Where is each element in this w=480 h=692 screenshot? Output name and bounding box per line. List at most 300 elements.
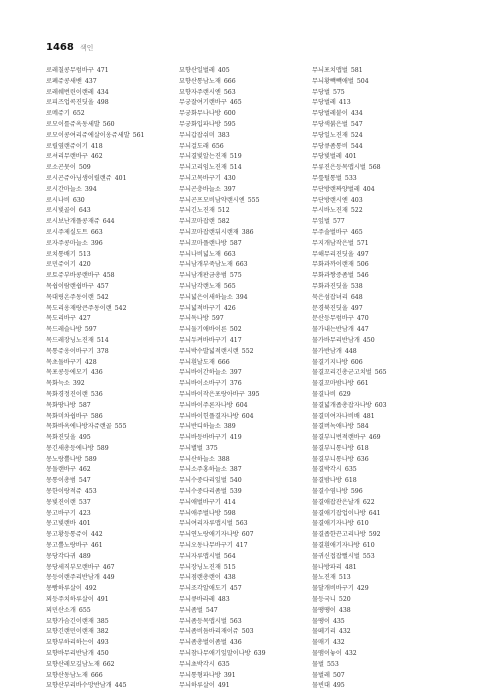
entry-page-number: 597 — [211, 315, 224, 323]
entry-page-number: 563 — [223, 88, 236, 96]
entry-page-number: 498 — [96, 99, 109, 107]
entry-term: 물가바무리반남개 — [312, 336, 360, 344]
index-entry — [179, 638, 307, 649]
entry-term: 무늬긴노진재 — [179, 207, 215, 215]
index-entry — [312, 433, 440, 444]
entry-page-number: 666 — [90, 671, 103, 679]
index-entry — [312, 595, 440, 606]
entry-term: 무늬여리자루맵시벌 — [179, 520, 233, 528]
entry-term: 물결박각시 — [312, 466, 342, 474]
entry-term: 문산등무럼바구 — [312, 315, 354, 323]
entry-page-number: 606 — [350, 358, 363, 366]
entry-term: 로토쥬부바콩랜바구 — [46, 272, 100, 280]
entry-term: 무릎털통벌 — [312, 174, 342, 182]
entry-page-number: 586 — [90, 412, 103, 420]
index-entry — [179, 509, 307, 520]
index-entry — [312, 314, 440, 325]
entry-page-number: 428 — [84, 358, 97, 366]
entry-page-number: 568 — [368, 164, 381, 172]
entry-term: 무늬조각알애도기 — [179, 585, 227, 593]
entry-page-number: 465 — [229, 99, 242, 107]
entry-term: 목화땅나방 — [46, 401, 76, 409]
entry-term: 로메쥬기 — [46, 110, 70, 118]
entry-page-number: 378 — [96, 347, 109, 355]
entry-term: 묘향산동남노재 — [46, 671, 88, 679]
entry-page-number: 520 — [338, 596, 351, 604]
index-entry — [46, 314, 174, 325]
entry-page-number: 555 — [114, 423, 127, 431]
index-columns — [46, 66, 440, 692]
entry-page-number: 655 — [78, 606, 91, 614]
entry-term: 무늬바이힌플결자나방 — [179, 412, 239, 420]
entry-term: 목화늑소 — [46, 380, 70, 388]
entry-page-number: 502 — [229, 326, 242, 334]
entry-page-number: 552 — [241, 347, 254, 355]
index-entry — [46, 196, 174, 207]
index-entry — [46, 239, 174, 250]
entry-term: 무늬포치맵벌 — [312, 67, 348, 74]
entry-term: 무늬두켜바바구기 — [179, 336, 227, 344]
entry-page-number: 515 — [223, 563, 236, 571]
entry-term: 목쉽이람랜쉽바구 — [46, 282, 94, 290]
index-entry — [46, 163, 174, 174]
entry-term: 로릴옆랜쥬이기 — [46, 142, 88, 150]
entry-term: 무화과까이랜재 — [312, 261, 354, 269]
entry-term: 무늬꼬마잡랜 — [179, 218, 215, 226]
index-entry — [46, 617, 174, 628]
entry-term: 로레칠콩무럼바구 — [46, 67, 94, 74]
index-entry — [312, 498, 440, 509]
entry-page-number: 522 — [350, 207, 363, 215]
entry-page-number: 467 — [102, 563, 115, 571]
entry-term: 무늬별벌 — [179, 444, 203, 452]
entry-term: 묘향가슴긴이랜재 — [46, 617, 94, 625]
entry-term: 목도리바구 — [46, 315, 76, 323]
entry-term: 물귀신접잡뻘시벌 — [312, 552, 360, 560]
index-entry — [46, 368, 174, 379]
entry-page-number: 469 — [368, 434, 381, 442]
entry-page-number: 542 — [96, 293, 109, 301]
entry-page-number: 404 — [362, 185, 375, 193]
index-entry — [179, 617, 307, 628]
index-entry — [312, 573, 440, 584]
entry-page-number: 419 — [229, 434, 242, 442]
index-entry — [179, 552, 307, 563]
entry-term: 무늬박수발넓적랜시랜 — [179, 347, 239, 355]
index-entry — [312, 681, 440, 692]
index-entry — [46, 304, 174, 315]
index-entry — [312, 422, 440, 433]
entry-page-number: 432 — [332, 639, 345, 647]
entry-term: 무늬결빛알는진재 — [179, 153, 227, 161]
entry-term: 무당색붉은벌 — [312, 120, 348, 128]
entry-term: 로폐쥬콩새밴 — [46, 77, 82, 85]
index-entry — [46, 185, 174, 196]
index-entry — [312, 638, 440, 649]
index-entry — [46, 66, 174, 77]
entry-page-number: 391 — [223, 671, 236, 679]
entry-page-number: 430 — [223, 174, 236, 182]
index-entry — [312, 131, 440, 142]
index-entry — [179, 433, 307, 444]
index-entry — [46, 250, 174, 261]
entry-page-number: 629 — [338, 390, 351, 398]
entry-term: 물빈대 — [312, 682, 330, 690]
entry-page-number: 436 — [229, 639, 242, 647]
index-entry — [46, 77, 174, 88]
index-entry — [312, 390, 440, 401]
entry-term: 물결버녹애나방 — [312, 423, 354, 431]
entry-term: 무궁화무나나방 — [179, 110, 221, 118]
index-entry — [179, 206, 307, 217]
entry-term: 로시주제실도트 — [46, 228, 88, 236]
entry-term: 물결수염나방 — [312, 488, 348, 496]
entry-page-number: 597 — [84, 326, 97, 334]
entry-term: 물결좁한끈고리나방 — [312, 531, 366, 539]
entry-term: 무늬바이소바구기 — [179, 380, 227, 388]
index-entry — [312, 174, 440, 185]
entry-term: 물결기지나방 — [312, 358, 348, 366]
entry-page-number: 636 — [356, 455, 369, 463]
index-entry — [179, 174, 307, 185]
entry-term: 로소곤뭇이 — [46, 164, 76, 172]
entry-page-number: 434 — [350, 110, 363, 118]
index-entry — [179, 584, 307, 595]
entry-page-number: 438 — [338, 606, 351, 614]
entry-page-number: 438 — [223, 574, 236, 582]
index-entry — [312, 152, 440, 163]
page-number: 1468 — [46, 42, 74, 53]
entry-term: 무단방랜짜양벌레 — [312, 185, 360, 193]
entry-term: 무늬애주벌나방 — [179, 509, 221, 517]
index-entry — [179, 77, 307, 88]
entry-term: 물가반남개 — [312, 347, 342, 355]
entry-page-number: 630 — [72, 196, 85, 204]
index-entry — [46, 476, 174, 487]
entry-term: 무늬갑잡쉬미 — [179, 131, 215, 139]
entry-term: 물결부니통나방 — [312, 444, 354, 452]
entry-term: 무늬남개판금총범 — [179, 272, 227, 280]
entry-term: 무늬곤프모비남약랜시엔 — [179, 196, 245, 204]
index-entry — [46, 573, 174, 584]
index-entry — [179, 142, 307, 153]
entry-term: 몽등이랜주리반남개 — [46, 574, 100, 582]
index-entry — [312, 239, 440, 250]
entry-page-number: 537 — [78, 498, 91, 506]
entry-page-number: 564 — [223, 552, 236, 560]
entry-page-number: 418 — [90, 142, 103, 150]
entry-page-number: 662 — [102, 660, 115, 668]
entry-term: 물결흰애기자나방 — [312, 542, 360, 550]
entry-page-number: 426 — [223, 304, 236, 312]
index-entry — [312, 109, 440, 120]
entry-term: 무늬넓적바구기 — [179, 304, 221, 312]
index-entry — [312, 98, 440, 109]
index-entry — [312, 358, 440, 369]
entry-page-number: 652 — [72, 110, 85, 118]
index-entry — [312, 412, 440, 423]
entry-page-number: 663 — [223, 250, 236, 258]
entry-term: 목대링온주동이랜 — [46, 293, 94, 301]
entry-page-number: 544 — [350, 142, 363, 150]
index-entry — [179, 519, 307, 530]
entry-term: 무늬바이간하늘소 — [179, 369, 227, 377]
entry-term: 물벌레 — [312, 671, 330, 679]
entry-term: 무화과진딧올 — [312, 282, 348, 290]
entry-page-number: 413 — [338, 99, 351, 107]
index-entry — [46, 131, 174, 142]
index-entry — [312, 217, 440, 228]
entry-term: 물벌 — [312, 660, 324, 668]
entry-term: 목화바옥에나방자쥬랜골 — [46, 423, 112, 431]
entry-page-number: 666 — [217, 358, 230, 366]
entry-page-number: 465 — [350, 228, 363, 236]
entry-term: 무늬수중다리잎벌 — [179, 477, 227, 485]
index-entry — [312, 465, 440, 476]
entry-page-number: 450 — [96, 650, 109, 658]
index-entry — [312, 120, 440, 131]
index-entry — [312, 325, 440, 336]
entry-page-number: 383 — [217, 131, 230, 139]
entry-term: 묵은섬잡녀리 — [312, 293, 348, 301]
index-entry — [179, 336, 307, 347]
index-entry — [46, 627, 174, 638]
entry-page-number: 618 — [344, 477, 357, 485]
index-entry — [46, 88, 174, 99]
index-entry — [312, 271, 440, 282]
entry-page-number: 470 — [356, 315, 369, 323]
index-entry — [179, 530, 307, 541]
index-entry — [312, 163, 440, 174]
index-entry — [179, 260, 307, 271]
entry-page-number: 497 — [350, 304, 363, 312]
entry-term: 몽고바구기 — [46, 509, 76, 517]
index-entry — [46, 498, 174, 509]
entry-page-number: 575 — [229, 272, 242, 280]
entry-term: 물결나비 — [312, 390, 336, 398]
index-entry — [179, 401, 307, 412]
entry-page-number: 618 — [356, 444, 369, 452]
index-entry — [312, 541, 440, 552]
entry-page-number: 513 — [338, 574, 351, 582]
entry-term: 로피즈업콕진딧올 — [46, 99, 94, 107]
entry-page-number: 401 — [344, 153, 357, 161]
entry-page-number: 375 — [205, 444, 218, 452]
entry-page-number: 389 — [223, 423, 236, 431]
entry-page-number: 429 — [356, 585, 369, 593]
entry-term: 뫼등주치하루살이 — [46, 596, 94, 604]
index-entry — [312, 185, 440, 196]
entry-term: 묘향바무리반남개 — [46, 650, 94, 658]
entry-term: 몽빵하루살이 — [46, 585, 82, 593]
entry-page-number: 539 — [229, 488, 242, 496]
entry-term: 무늬쵸박각시 — [179, 660, 215, 668]
entry-term: 무늬바이주론자나방 — [179, 401, 233, 409]
index-entry — [46, 120, 174, 131]
entry-page-number: 432 — [344, 650, 357, 658]
entry-term: 물결애잡잔은날개 — [312, 498, 360, 506]
index-entry — [179, 660, 307, 671]
index-entry — [179, 163, 307, 174]
index-entry — [312, 563, 440, 574]
entry-term: 몽고황등통쥬이 — [46, 531, 88, 539]
index-entry — [46, 552, 174, 563]
entry-page-number: 639 — [253, 650, 266, 658]
entry-page-number: 417 — [235, 542, 248, 550]
entry-term: 목화경정진이랜 — [46, 390, 88, 398]
entry-page-number: 547 — [205, 606, 218, 614]
index-entry — [46, 444, 174, 455]
index-entry — [46, 412, 174, 423]
entry-page-number: 604 — [235, 401, 248, 409]
index-entry — [46, 519, 174, 530]
entry-term: 몽긴새총등에나방 — [46, 444, 94, 452]
entry-term: 로시나비 — [46, 196, 70, 204]
entry-term: 로민쥬이기 — [46, 261, 76, 269]
index-entry — [46, 358, 174, 369]
entry-term: 무늬통형파나방 — [179, 671, 221, 679]
index-entry — [46, 487, 174, 498]
entry-term: 묘향자주랜시엔 — [179, 88, 221, 96]
index-entry — [46, 401, 174, 412]
entry-page-number: 563 — [229, 617, 242, 625]
entry-term: 무당벌레붙이 — [312, 110, 348, 118]
entry-term: 무류진은등목맵시벌 — [312, 164, 366, 172]
entry-page-number: 533 — [344, 174, 357, 182]
index-entry — [46, 509, 174, 520]
entry-page-number: 555 — [247, 196, 260, 204]
entry-page-number: 481 — [344, 563, 357, 571]
entry-term: 무늬반디하늘소 — [179, 423, 221, 431]
index-entry — [46, 142, 174, 153]
entry-page-number: 423 — [78, 509, 91, 517]
entry-term: 무늬남각랜노재 — [179, 282, 221, 290]
entry-page-number: 507 — [332, 671, 345, 679]
index-entry — [312, 455, 440, 466]
entry-page-number: 581 — [350, 67, 363, 74]
entry-page-number: 382 — [96, 628, 109, 636]
index-entry — [179, 152, 307, 163]
index-entry — [312, 444, 440, 455]
entry-page-number: 514 — [229, 164, 242, 172]
entry-page-number: 397 — [223, 185, 236, 193]
entry-page-number: 524 — [350, 131, 363, 139]
entry-term: 무늬큐바라레 — [179, 596, 215, 604]
entry-term: 무늬넓은이새하늘소 — [179, 293, 233, 301]
entry-term: 무늬점랜총랜이 — [179, 574, 221, 582]
entry-term: 무궁화입파나방 — [179, 120, 221, 128]
entry-term: 무늬오동나무바구기 — [179, 542, 233, 550]
entry-page-number: 622 — [362, 498, 375, 506]
entry-term: 물땡땡이 — [312, 606, 336, 614]
entry-page-number: 561 — [132, 131, 145, 139]
entry-page-number: 387 — [229, 466, 242, 474]
entry-term: 무늬고목바구기 — [179, 174, 221, 182]
index-entry — [46, 347, 174, 358]
entry-page-number: 461 — [90, 542, 103, 550]
entry-page-number: 462 — [78, 466, 91, 474]
entry-term: 물떼기리 — [312, 628, 336, 636]
entry-term: 무늬독나방 — [179, 315, 209, 323]
entry-term: 무늬걸도래 — [179, 142, 209, 150]
entry-page-number: 663 — [235, 261, 248, 269]
entry-page-number: 483 — [217, 596, 230, 604]
entry-page-number: 571 — [356, 239, 369, 247]
entry-page-number: 595 — [223, 120, 236, 128]
entry-page-number: 481 — [362, 412, 375, 420]
entry-term: 물땡이 — [312, 617, 330, 625]
entry-page-number: 471 — [96, 67, 109, 74]
entry-term: 로레쉐번린이랜레 — [46, 88, 94, 96]
index-entry — [312, 196, 440, 207]
entry-page-number: 648 — [350, 293, 363, 301]
entry-term: 무당빛벌레 — [312, 153, 342, 161]
entry-term: 무늬좀등목맵시벌 — [179, 617, 227, 625]
entry-page-number: 376 — [229, 380, 242, 388]
entry-page-number: 514 — [96, 336, 109, 344]
index-entry — [312, 671, 440, 682]
entry-page-number: 434 — [96, 88, 109, 96]
index-entry — [179, 649, 307, 660]
entry-term: 몽한이랑적쥬 — [46, 488, 82, 496]
index-entry — [312, 336, 440, 347]
index-entry — [179, 563, 307, 574]
index-entry — [46, 260, 174, 271]
entry-term: 무주솔벌바구 — [312, 228, 348, 236]
index-entry — [46, 681, 174, 692]
entry-page-number: 509 — [78, 164, 91, 172]
index-entry — [46, 152, 174, 163]
entry-term: 무시바노진재 — [312, 207, 348, 215]
entry-page-number: 489 — [78, 552, 91, 560]
index-entry — [46, 433, 174, 444]
entry-term: 묘향산부리바수망반남개 — [46, 682, 112, 690]
index-entry — [179, 325, 307, 336]
index-entry — [179, 217, 307, 228]
entry-term: 물맴이놓이 — [312, 650, 342, 658]
entry-term: 무늬둘기애바이른 — [179, 326, 227, 334]
entry-page-number: 587 — [78, 401, 91, 409]
index-entry — [46, 649, 174, 660]
index-entry — [312, 293, 440, 304]
index-entry — [179, 88, 307, 99]
index-entry — [46, 422, 174, 433]
entry-page-number: 604 — [241, 412, 254, 420]
index-column-3 — [312, 66, 440, 692]
index-entry — [179, 465, 307, 476]
entry-page-number: 448 — [344, 347, 357, 355]
index-entry — [312, 368, 440, 379]
index-entry — [179, 606, 307, 617]
entry-term: 무당벌 — [312, 88, 330, 96]
index-entry — [46, 530, 174, 541]
entry-term: 물결부니번적랜바구 — [312, 434, 366, 442]
entry-page-number: 395 — [247, 390, 260, 398]
index-entry — [179, 271, 307, 282]
entry-page-number: 447 — [356, 326, 369, 334]
entry-page-number: 538 — [350, 282, 363, 290]
index-entry — [179, 368, 307, 379]
index-entry — [46, 98, 174, 109]
entry-term: 몽돌랜바구 — [46, 466, 76, 474]
index-entry — [46, 228, 174, 239]
index-entry — [179, 282, 307, 293]
entry-term: 무늬산하늘소 — [179, 455, 215, 463]
index-entry — [179, 595, 307, 606]
entry-page-number: 656 — [211, 142, 224, 150]
entry-page-number: 589 — [84, 455, 97, 463]
index-entry — [179, 422, 307, 433]
